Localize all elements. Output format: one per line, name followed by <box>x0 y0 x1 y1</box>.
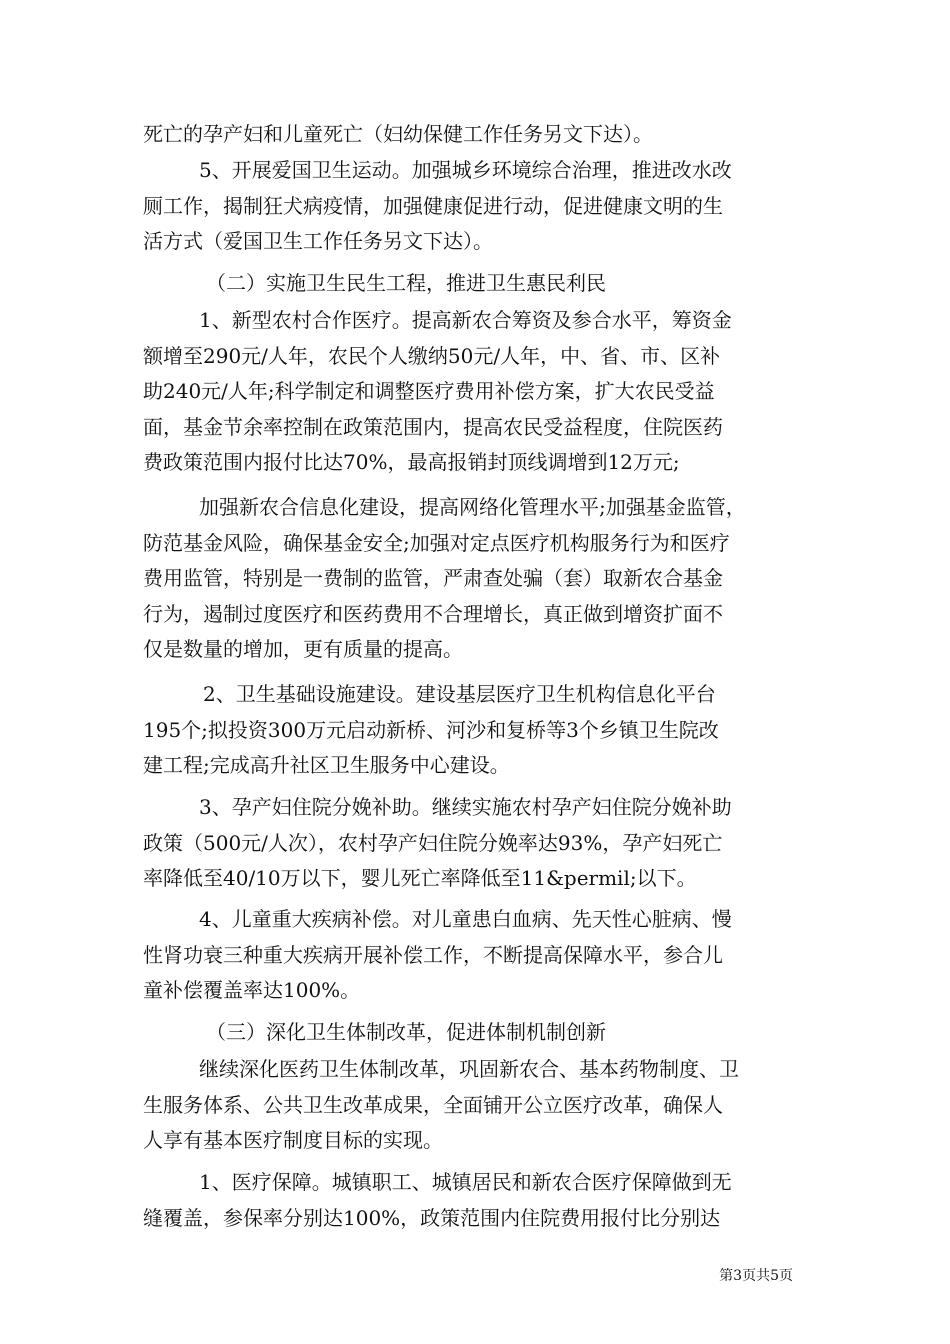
text-line: 死亡的孕产妇和儿童死亡（妇幼保健工作任务另文下达）。 <box>143 122 653 146</box>
text-line: 5、开展爱国卫生运动。加强城乡环境综合治理，推进改水改 <box>199 158 732 182</box>
text-line: 195个;拟投资300万元启动新桥、河沙和复桥等3个乡镇卫生院改 <box>143 717 719 742</box>
paragraph <box>143 153 813 260</box>
text-line: 率降低至40/10万以下，婴儿死亡率降低至11&permil;以下。 <box>143 866 697 890</box>
paragraph <box>143 790 813 897</box>
text-line: 4、儿童重大疾病补偿。对儿童患白血病、先天性心脏病、慢 <box>199 907 732 931</box>
paragraph <box>143 303 813 481</box>
text-line: 3、孕产妇住院分娩补助。继续实施农村孕产妇住院分娩补助 <box>199 795 732 819</box>
text-line: 费用监管，特别是一费制的监管，严肃查处骗（套）取新农合基金 <box>143 566 723 590</box>
text-line: 缝覆盖，参保率分别达100%，政策范围内住院费用报付比分别达 <box>143 1205 721 1230</box>
paragraph <box>143 1052 813 1159</box>
text-line: 仅是数量的增加，更有质量的提高。 <box>143 637 463 661</box>
text-line: 费政策范围内报付比达70%，最高报销封顶线调增到12万元; <box>143 450 680 474</box>
text-line: 1、新型农村合作医疗。提高新农合筹资及参合水平，筹资金 <box>199 308 732 332</box>
page-number: 第3页共5页 <box>719 1268 793 1284</box>
text-line: 继续深化医药卫生体制改革，巩固新农合、基本药物制度、卫 <box>199 1057 739 1081</box>
text-line: 面，基金节余率控制在政策范围内，提高农民受益程度，住院医药 <box>143 414 723 439</box>
text-line: 生服务体系、公共卫生改革成果，全面铺开公立医疗改革，确保人 <box>143 1092 723 1117</box>
text-line: 政策（500元/人次），农村孕产妇住院分娩率达93%，孕产妇死亡 <box>143 830 723 855</box>
text-line: 人享有基本医疗制度目标的实现。 <box>143 1128 443 1152</box>
text-line: 活方式（爱国卫生工作任务另文下达）。 <box>143 229 493 253</box>
text-line: 1、医疗保障。城镇职工、城镇居民和新农合医疗保障做到无 <box>199 1170 732 1194</box>
text-line: 防范基金风险，确保基金安全;加强对定点医疗机构服务行为和医疗 <box>143 530 730 555</box>
section-heading: （三）深化卫生体制改革，促进体制机制创新 <box>206 1020 606 1044</box>
text-line: 额增至290元/人年，农民个人缴纳50元/人年，中、省、市、区补 <box>143 343 721 368</box>
text-line: 2、卫生基础设施建设。建设基层医疗卫生机构信息化平台 <box>203 682 716 706</box>
text-line: 加强新农合信息化建设，提高网络化管理水平;加强基金监管， <box>199 495 746 519</box>
text-line: 童补偿覆盖率达100%。 <box>143 978 361 1002</box>
text-line: 助240元/人年;科学制定和调整医疗费用补偿方案，扩大农民受益 <box>143 379 715 403</box>
paragraph <box>143 117 813 153</box>
text-line: 厕工作，揭制狂犬病疫情，加强健康促进行动，促进健康文明的生 <box>143 193 723 218</box>
paragraph <box>143 1165 813 1236</box>
section-heading: （二）实施卫生民生工程，推进卫生惠民利民 <box>206 271 606 295</box>
paragraph <box>143 677 813 784</box>
paragraph <box>143 902 813 1009</box>
text-line: 性肾功衰三种重大疾病开展补偿工作，不断提高保障水平，参合儿 <box>143 942 723 967</box>
text-line: 行为，遏制过度医疗和医药费用不合理增长，真正做到增资扩面不 <box>143 601 723 626</box>
text-line: 建工程;完成高升社区卫生服务中心建设。 <box>143 753 510 777</box>
paragraph <box>143 490 813 668</box>
